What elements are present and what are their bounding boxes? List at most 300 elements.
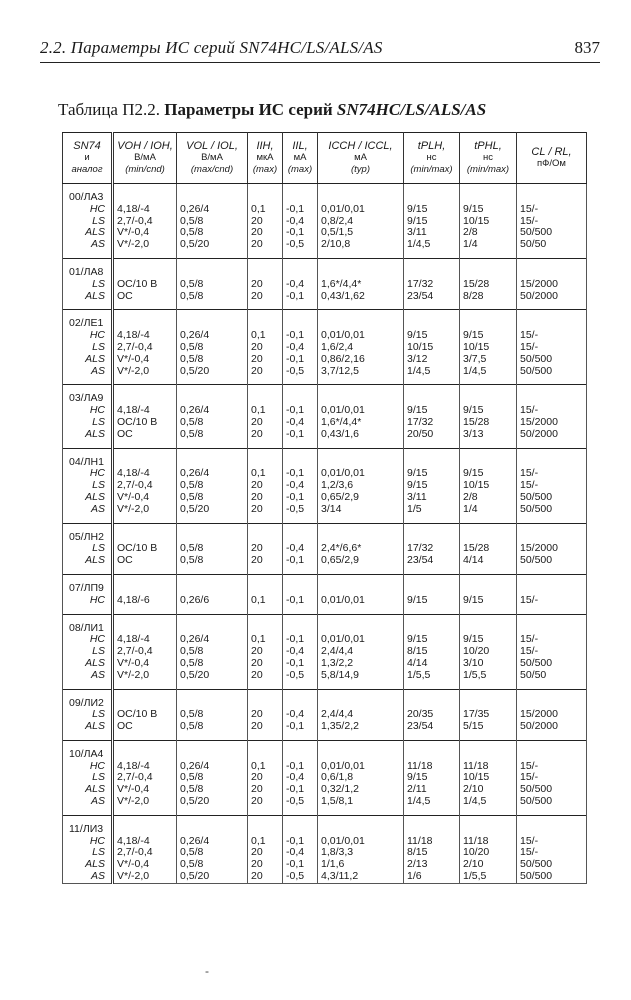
column-header-2 — [177, 133, 248, 184]
table-cell: 17/32 — [404, 543, 460, 555]
group-padding — [63, 441, 587, 449]
column-header-line: и — [84, 152, 90, 163]
table-cell: 1/5,5 — [460, 871, 517, 883]
table-cell: 15/- — [517, 761, 587, 773]
group-name: 07/ЛП9 — [63, 583, 113, 595]
series-label: HC — [63, 836, 113, 848]
table-cell: 1,35/2,2 — [318, 721, 404, 733]
table-row — [63, 366, 587, 378]
series-label: ALS — [63, 492, 113, 504]
table-cell: 15/- — [517, 634, 587, 646]
table-cell: -0,1 — [283, 784, 318, 796]
column-header-line: (min/max) — [410, 164, 453, 175]
table-cell: 0,5/20 — [177, 504, 248, 516]
table-cell: 2/10 — [460, 784, 517, 796]
series-label: LS — [63, 216, 113, 228]
group-separator — [63, 574, 587, 583]
table-cell: 0,01/0,01 — [318, 836, 404, 848]
table-cell: 0,5/8 — [177, 227, 248, 239]
caption-title: Параметры ИС серий — [164, 100, 333, 119]
table-cell: OC/10 B — [113, 417, 177, 429]
group-separator — [63, 815, 587, 824]
table-cell: 0,26/6 — [177, 595, 248, 607]
group-name: 04/ЛН1 — [63, 457, 113, 469]
table-cell: 20 — [248, 291, 283, 303]
table-cell: 0,8/2,4 — [318, 216, 404, 228]
column-header-line: мА — [354, 152, 367, 163]
table-cell: 20 — [248, 543, 283, 555]
table-cell: 2/10,8 — [318, 239, 404, 251]
table-cell: 0,26/4 — [177, 468, 248, 480]
table-cell: 50/500 — [517, 492, 587, 504]
table-cell: 9/15 — [460, 405, 517, 417]
table-cell: 9/15 — [460, 330, 517, 342]
series-label: ALS — [63, 354, 113, 366]
table-row — [63, 492, 587, 504]
table-cell: -0,1 — [283, 492, 318, 504]
column-header-4 — [283, 133, 318, 184]
table-cell: 0,5/8 — [177, 784, 248, 796]
series-label: LS — [63, 847, 113, 859]
series-label: AS — [63, 239, 113, 251]
table-cell: -0,4 — [283, 772, 318, 784]
table-cell: 0,5/1,5 — [318, 227, 404, 239]
series-label: AS — [63, 670, 113, 682]
table-cell: 0,26/4 — [177, 836, 248, 848]
table-cell: 0,5/8 — [177, 772, 248, 784]
table-cell: 23/54 — [404, 555, 460, 567]
table-body — [63, 184, 587, 884]
table-cell: 1,6*/4,4* — [318, 417, 404, 429]
table-cell: -0,5 — [283, 796, 318, 808]
column-header-8 — [517, 133, 587, 184]
series-label: LS — [63, 279, 113, 291]
table-cell: 2,4*/6,6* — [318, 543, 404, 555]
table-cell: OC/10 B — [113, 543, 177, 555]
group-row — [63, 583, 587, 595]
table-cell: 0,1 — [248, 634, 283, 646]
group-padding — [63, 377, 587, 385]
table-row — [63, 417, 587, 429]
table-cell: -0,1 — [283, 721, 318, 733]
table-header-row — [63, 133, 587, 184]
table-cell: V*/-0,4 — [113, 859, 177, 871]
table-cell: 0,01/0,01 — [318, 468, 404, 480]
series-label: HC — [63, 204, 113, 216]
column-header-line: IIL, — [292, 140, 308, 152]
table-cell: -0,1 — [283, 291, 318, 303]
table-cell: 20 — [248, 859, 283, 871]
table-cell: 2,7/-0,4 — [113, 772, 177, 784]
table-cell: 9/15 — [404, 216, 460, 228]
group-padding — [63, 251, 587, 259]
table-row — [63, 504, 587, 516]
column-header-line: В/мА — [134, 152, 156, 163]
table-cell: 2/11 — [404, 784, 460, 796]
group-separator — [63, 740, 587, 749]
table-cell: -0,4 — [283, 216, 318, 228]
table-cell: 15/- — [517, 836, 587, 848]
table-cell: 0,01/0,01 — [318, 634, 404, 646]
table-cell: 0,26/4 — [177, 405, 248, 417]
table-cell: -0,4 — [283, 342, 318, 354]
table-cell: 50/2000 — [517, 721, 587, 733]
series-label: LS — [63, 480, 113, 492]
table-cell: 1,3/2,2 — [318, 658, 404, 670]
table-cell: 1/4 — [460, 239, 517, 251]
table-cell: 9/15 — [404, 204, 460, 216]
table-cell: 15/2000 — [517, 709, 587, 721]
column-header-line: пФ/Ом — [537, 158, 566, 169]
table-cell: 50/500 — [517, 354, 587, 366]
group-row — [63, 824, 587, 836]
table-cell: 9/15 — [460, 204, 517, 216]
table-cell: 3,7/12,5 — [318, 366, 404, 378]
table-cell: 20 — [248, 784, 283, 796]
table-cell: 0,86/2,16 — [318, 354, 404, 366]
table-cell: 0,5/8 — [177, 847, 248, 859]
table-cell: -0,1 — [283, 330, 318, 342]
table-cell: 2/8 — [460, 227, 517, 239]
table-cell: 0,5/8 — [177, 279, 248, 291]
table-cell: 0,26/4 — [177, 634, 248, 646]
table-cell: 8/15 — [404, 646, 460, 658]
column-header-line: (max/cnd) — [190, 164, 234, 175]
table-cell: 20 — [248, 216, 283, 228]
table-cell: 4/14 — [460, 555, 517, 567]
table-cell: V*/-0,4 — [113, 658, 177, 670]
table-cell: 0,5/8 — [177, 859, 248, 871]
table-cell: 20 — [248, 480, 283, 492]
table-cell: -0,1 — [283, 595, 318, 607]
table-cell: 0,5/8 — [177, 354, 248, 366]
table-cell: -0,4 — [283, 709, 318, 721]
table-cell: 20 — [248, 847, 283, 859]
table-cell: 9/15 — [460, 634, 517, 646]
column-header-1 — [113, 133, 177, 184]
series-label: ALS — [63, 784, 113, 796]
table-cell: 0,26/4 — [177, 204, 248, 216]
table-cell: V*/-0,4 — [113, 354, 177, 366]
table-cell: V*/-2,0 — [113, 796, 177, 808]
series-label: ALS — [63, 291, 113, 303]
page-number: 837 — [574, 38, 600, 57]
table-cell: 0,43/1,6 — [318, 429, 404, 441]
table-cell: 0,26/4 — [177, 330, 248, 342]
series-label: AS — [63, 366, 113, 378]
group-name: 08/ЛИ1 — [63, 623, 113, 635]
table-cell: 4,18/-4 — [113, 761, 177, 773]
table-cell: 1/1,6 — [318, 859, 404, 871]
table-cell: 15/- — [517, 216, 587, 228]
table-cell: 10/15 — [460, 772, 517, 784]
column-header-line: мкА — [256, 152, 274, 163]
table-cell: 15/28 — [460, 279, 517, 291]
table-cell: 4/14 — [404, 658, 460, 670]
table-cell: 20 — [248, 417, 283, 429]
table-cell: 3/11 — [404, 492, 460, 504]
table-cell: 20 — [248, 670, 283, 682]
table-cell: 10/15 — [404, 342, 460, 354]
table-cell: 11/18 — [404, 836, 460, 848]
table-cell: 4,18/-4 — [113, 468, 177, 480]
group-name: 09/ЛИ2 — [63, 698, 113, 710]
table-cell: 50/2000 — [517, 429, 587, 441]
table-cell: 1/5,5 — [460, 670, 517, 682]
table-cell: 15/2000 — [517, 417, 587, 429]
table-cell: 0,5/20 — [177, 366, 248, 378]
series-label: AS — [63, 504, 113, 516]
footer-mark: - — [205, 964, 209, 978]
table-cell: 5/15 — [460, 721, 517, 733]
table-cell: 0,1 — [248, 405, 283, 417]
series-label: LS — [63, 709, 113, 721]
table-cell: V*/-2,0 — [113, 366, 177, 378]
caption-series: SN74HC/LS/ALS/AS — [336, 100, 487, 119]
table-cell: 0,5/8 — [177, 492, 248, 504]
table-cell: 15/- — [517, 342, 587, 354]
table-cell: 15/- — [517, 772, 587, 784]
table-cell: -0,4 — [283, 646, 318, 658]
table-cell: V*/-2,0 — [113, 504, 177, 516]
table-cell: 2,4/4,4 — [318, 709, 404, 721]
column-header-line: (max) — [287, 164, 313, 175]
table-cell: 9/15 — [404, 330, 460, 342]
table-cell: 0,5/8 — [177, 543, 248, 555]
table-cell: -0,1 — [283, 429, 318, 441]
table-cell: 0,1 — [248, 595, 283, 607]
table-cell: 2/8 — [460, 492, 517, 504]
table-cell: 5,8/14,9 — [318, 670, 404, 682]
table-row — [63, 595, 587, 607]
column-header-7 — [460, 133, 517, 184]
table-cell: 50/500 — [517, 504, 587, 516]
table-cell: 8/15 — [404, 847, 460, 859]
group-separator — [63, 448, 587, 457]
table-cell: 15/2000 — [517, 543, 587, 555]
table-cell: 50/500 — [517, 871, 587, 883]
table-cell: 15/- — [517, 595, 587, 607]
series-label: ALS — [63, 555, 113, 567]
table-cell: -0,4 — [283, 480, 318, 492]
table-cell: 50/500 — [517, 796, 587, 808]
table-cell: 9/15 — [404, 468, 460, 480]
series-label: LS — [63, 543, 113, 555]
table-cell: V*/-0,4 — [113, 784, 177, 796]
group-name: 02/ЛЕ1 — [63, 318, 113, 330]
table-cell: 20 — [248, 709, 283, 721]
table-cell: OC/10 B — [113, 709, 177, 721]
table-cell: 0,5/8 — [177, 709, 248, 721]
table-cell: 1/5,5 — [404, 670, 460, 682]
table-cell: 20 — [248, 354, 283, 366]
group-padding — [63, 516, 587, 524]
table-cell: 9/15 — [460, 595, 517, 607]
table-row — [63, 555, 587, 567]
table-cell: 0,5/8 — [177, 342, 248, 354]
table-cell: OC — [113, 291, 177, 303]
table-cell: 1/4,5 — [460, 796, 517, 808]
table-cell: V*/-0,4 — [113, 227, 177, 239]
table-cell: 20 — [248, 492, 283, 504]
table-cell: 0,1 — [248, 836, 283, 848]
group-name: 03/ЛА9 — [63, 393, 113, 405]
table-cell: -0,1 — [283, 468, 318, 480]
table-row — [63, 871, 587, 883]
table-cell: 10/15 — [460, 342, 517, 354]
series-label: HC — [63, 468, 113, 480]
table-cell: 17/32 — [404, 417, 460, 429]
table-caption — [58, 100, 486, 120]
table-cell: 15/- — [517, 204, 587, 216]
table-cell: 9/15 — [404, 634, 460, 646]
table-cell: OC/10 B — [113, 279, 177, 291]
table-cell: -0,4 — [283, 417, 318, 429]
group-row — [63, 749, 587, 761]
column-header-5 — [318, 133, 404, 184]
table-cell: 4,18/-4 — [113, 836, 177, 848]
table-cell: 50/500 — [517, 366, 587, 378]
table-cell: -0,5 — [283, 504, 318, 516]
table-cell: 15/- — [517, 480, 587, 492]
group-name: 10/ЛА4 — [63, 749, 113, 761]
table-cell: 2,7/-0,4 — [113, 342, 177, 354]
table-cell: 10/15 — [460, 216, 517, 228]
table-row — [63, 291, 587, 303]
table-cell: 9/15 — [404, 480, 460, 492]
table-cell: 20 — [248, 279, 283, 291]
table-cell: 0,1 — [248, 761, 283, 773]
column-header-line: (min/max) — [466, 164, 510, 175]
table-cell: 50/500 — [517, 784, 587, 796]
series-label: HC — [63, 761, 113, 773]
series-label: ALS — [63, 227, 113, 239]
column-header-line: tPLH, — [417, 140, 446, 152]
column-header-line: CL / RL, — [531, 146, 572, 158]
running-title: 2.2. Параметры ИС серий SN74HC/LS/ALS/AS — [40, 38, 383, 57]
table-cell: 15/- — [517, 405, 587, 417]
table-cell: -0,5 — [283, 871, 318, 883]
group-name: 00/ЛА3 — [63, 192, 113, 204]
table-cell: 50/2000 — [517, 291, 587, 303]
column-header-line: VOH / IOH, — [117, 140, 173, 152]
table-cell: 1,8/3,3 — [318, 847, 404, 859]
column-header-line: нс — [483, 152, 493, 163]
table-cell: 1,2/3,6 — [318, 480, 404, 492]
series-label: ALS — [63, 658, 113, 670]
table-cell: 50/500 — [517, 227, 587, 239]
column-header-line: tPHL, — [474, 140, 502, 152]
column-header-line: нс — [426, 152, 437, 163]
column-header-line: IIH, — [256, 140, 274, 152]
table-cell: 0,01/0,01 — [318, 330, 404, 342]
table-row — [63, 796, 587, 808]
table-cell: -0,5 — [283, 366, 318, 378]
table-cell: -0,5 — [283, 239, 318, 251]
column-header-line: SN74 — [73, 140, 101, 152]
caption-prefix: Таблица П2.2. — [58, 100, 160, 119]
table-cell: 0,32/1,2 — [318, 784, 404, 796]
table-cell: 2/10 — [460, 859, 517, 871]
table-cell: 9/15 — [404, 595, 460, 607]
table-cell: 0,6/1,8 — [318, 772, 404, 784]
table-cell: 15/- — [517, 330, 587, 342]
table-cell: -0,4 — [283, 279, 318, 291]
column-header-line: VOL / IOL, — [186, 140, 238, 152]
table-cell: 3/13 — [460, 429, 517, 441]
table-cell: 50/500 — [517, 859, 587, 871]
table-cell: 0,01/0,01 — [318, 405, 404, 417]
table-cell: 11/18 — [404, 761, 460, 773]
table-row — [63, 239, 587, 251]
parameters-table — [62, 132, 586, 884]
table-cell: 17/32 — [404, 279, 460, 291]
column-header-line: ICCH / ICCL, — [328, 140, 393, 152]
table-cell: 15/- — [517, 468, 587, 480]
column-header-0 — [63, 133, 113, 184]
series-label: HC — [63, 634, 113, 646]
table-cell: 4,18/-4 — [113, 634, 177, 646]
table-cell: 0,5/8 — [177, 291, 248, 303]
table-cell: 0,1 — [248, 204, 283, 216]
table-cell: OC — [113, 429, 177, 441]
table-cell: 20 — [248, 227, 283, 239]
column-header-6 — [404, 133, 460, 184]
table-cell: V*/-2,0 — [113, 670, 177, 682]
table-cell: 4,18/-4 — [113, 204, 177, 216]
table-cell: 10/20 — [460, 847, 517, 859]
group-padding — [63, 302, 587, 310]
group-separator — [63, 523, 587, 532]
table-cell: 0,5/8 — [177, 417, 248, 429]
table-cell: 2,7/-0,4 — [113, 646, 177, 658]
table-cell: 2,7/-0,4 — [113, 216, 177, 228]
table-cell: OC — [113, 555, 177, 567]
header-rule — [40, 62, 600, 63]
table-cell: 1/4,5 — [404, 239, 460, 251]
table-row — [63, 658, 587, 670]
table-cell: -0,1 — [283, 836, 318, 848]
table-cell: 3/14 — [318, 504, 404, 516]
table-cell: 15/28 — [460, 543, 517, 555]
table-cell: 20 — [248, 796, 283, 808]
table-cell: 2,4/4,4 — [318, 646, 404, 658]
group-separator — [63, 184, 587, 193]
table-cell: 15/28 — [460, 417, 517, 429]
table-cell: 0,01/0,01 — [318, 761, 404, 773]
column-header-line: аналог — [71, 164, 103, 175]
table-cell: -0,4 — [283, 847, 318, 859]
column-header-3 — [248, 133, 283, 184]
table-cell: -0,1 — [283, 354, 318, 366]
column-header-line: (min/cnd) — [125, 164, 165, 175]
table-cell: -0,4 — [283, 543, 318, 555]
table-row — [63, 721, 587, 733]
group-padding — [63, 567, 587, 575]
table-cell: 1/4 — [460, 504, 517, 516]
group-name: 05/ЛН2 — [63, 532, 113, 544]
table-cell: 3/12 — [404, 354, 460, 366]
series-label: ALS — [63, 429, 113, 441]
table-cell: 3/10 — [460, 658, 517, 670]
table-cell: 20 — [248, 658, 283, 670]
table-cell: 20 — [248, 342, 283, 354]
table-cell: 0,5/8 — [177, 555, 248, 567]
table-row — [63, 279, 587, 291]
group-separator — [63, 310, 587, 319]
table-cell: 0,5/8 — [177, 480, 248, 492]
table-row — [63, 354, 587, 366]
